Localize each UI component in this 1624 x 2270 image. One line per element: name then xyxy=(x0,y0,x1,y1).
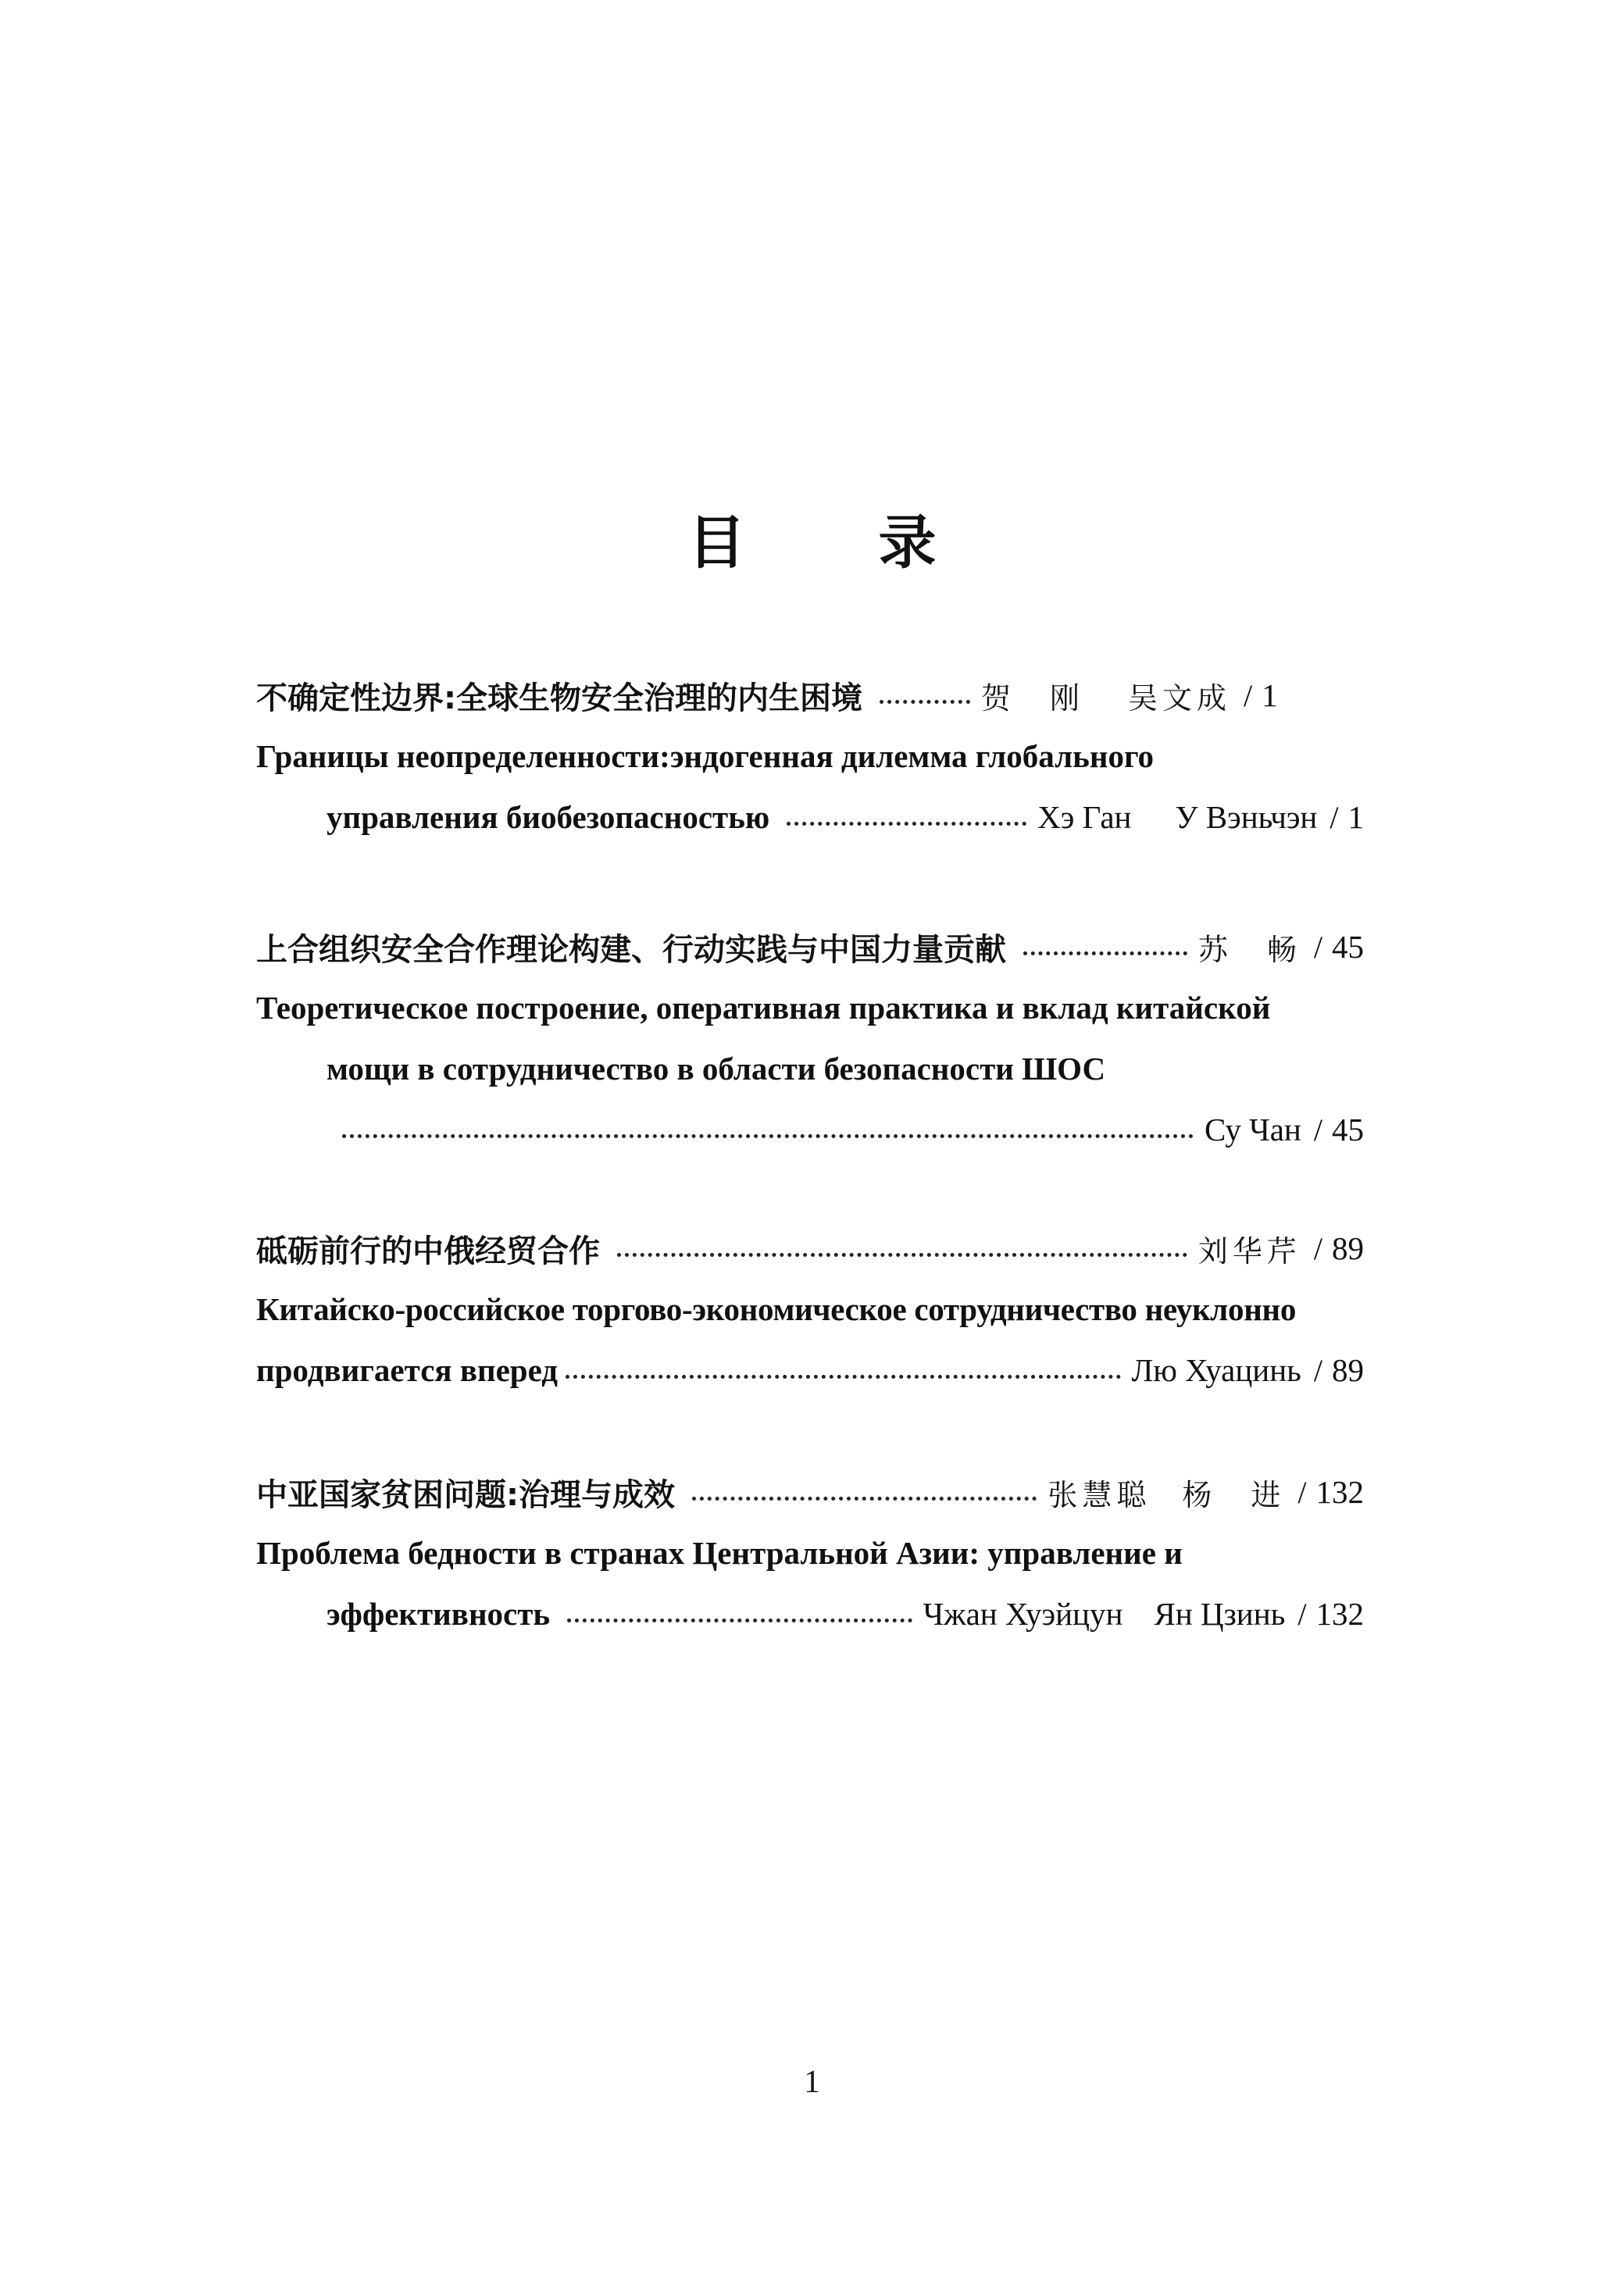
entry-author-ru: Лю Хуацинь xyxy=(1131,1352,1301,1388)
entry-author-ru: Чжан Хуэйцун xyxy=(923,1596,1123,1632)
entry-page-number: 132 xyxy=(1315,1596,1364,1632)
entry-author-zh: 杨 进 xyxy=(1182,1477,1286,1512)
entry-page-number: 132 xyxy=(1315,1474,1364,1510)
toc-entry-zh-line[interactable] xyxy=(256,922,1364,972)
entry-author-zh: 刘华芹 xyxy=(1197,1233,1301,1269)
entry-title-zh: 上合组织安全合作理论构建、行动实践与中国力量贡献 xyxy=(256,931,1006,968)
entry-title-zh: 中亚国家贫困问题:治理与成效 xyxy=(256,1476,675,1513)
entry-author-zh: 吴文成 xyxy=(1128,680,1232,716)
separator-slash: / xyxy=(1313,929,1322,965)
separator-slash: / xyxy=(1313,1230,1322,1266)
toc-entry-ru-line-1[interactable] xyxy=(256,983,1364,1033)
separator-slash: / xyxy=(1313,1112,1322,1147)
page-title xyxy=(0,508,1624,578)
dot-leader xyxy=(787,821,1026,826)
entry-author-zh: 苏 畅 xyxy=(1197,932,1301,967)
toc-entry-ru-line-2[interactable] xyxy=(327,1589,1364,1639)
toc-entry-ru-line-1[interactable] xyxy=(256,1528,1364,1578)
entry-title-ru-line-1: Проблема бедности в странах Центральной Азии: управление и xyxy=(256,1535,1183,1571)
entry-page-number: 45 xyxy=(1332,1112,1364,1147)
entry-author-ru: Ян Цзинь xyxy=(1154,1596,1286,1632)
separator-slash: / xyxy=(1297,1596,1307,1632)
toc-entry-ru-line-2[interactable] xyxy=(327,1044,1364,1094)
entry-title-ru-line-2: продвигается вперед xyxy=(256,1352,558,1388)
separator-slash: / xyxy=(1313,1352,1322,1388)
entry-page-number: 1 xyxy=(1262,677,1278,713)
entry-author-ru: Су Чан xyxy=(1205,1112,1301,1147)
entry-title-ru-line-1: Границы неопределенности:эндогенная дилемма глобального xyxy=(256,738,1155,774)
entry-title-ru-line-2: мощи в сотрудничество в области безопасности ШОС xyxy=(327,1051,1106,1087)
dot-leader xyxy=(692,1496,1037,1501)
entry-title-ru-line-2: управления биобезопасностью xyxy=(327,799,770,835)
toc-entry-ru-line-1[interactable] xyxy=(256,731,1364,781)
dot-leader xyxy=(1023,951,1187,955)
toc-entry-zh-line[interactable] xyxy=(256,1223,1364,1273)
toc-entry-zh-line[interactable] xyxy=(256,1467,1364,1517)
separator-slash: / xyxy=(1244,677,1253,713)
entry-page-number: 89 xyxy=(1332,1352,1364,1388)
page-folio: 1 xyxy=(804,2063,820,2099)
entry-page-number: 89 xyxy=(1332,1230,1364,1266)
title-char-2: 录 xyxy=(878,509,937,576)
entry-title-ru-line-1: Теоретическое построение, оперативная практика и вклад китайской xyxy=(256,990,1271,1026)
toc-entry-ru-line-1[interactable] xyxy=(256,1284,1364,1334)
separator-slash: / xyxy=(1330,799,1339,835)
dot-leader xyxy=(566,1374,1121,1379)
dot-leader xyxy=(617,1252,1187,1257)
separator-slash: / xyxy=(1297,1474,1307,1510)
entry-title-zh: 不确定性边界:全球生物安全治理的内生困境 xyxy=(256,680,862,716)
entry-page-number: 1 xyxy=(1347,799,1364,835)
toc-entry-ru-line-2[interactable] xyxy=(256,1345,1364,1395)
dot-leader xyxy=(342,1133,1194,1138)
entry-page-number: 45 xyxy=(1332,929,1364,965)
entry-title-zh: 砥砺前行的中俄经贸合作 xyxy=(256,1233,600,1269)
dot-leader xyxy=(880,699,970,704)
dot-leader xyxy=(567,1618,912,1622)
entry-author-ru: У Вэньчэн xyxy=(1175,799,1318,835)
entry-author-ru: Хэ Ган xyxy=(1037,799,1132,835)
entry-author-zh: 贺 刚 xyxy=(981,680,1085,716)
entry-title-ru-line-1: Китайско-российское торгово-экономическое сотрудничество неуклонно xyxy=(256,1291,1297,1327)
entry-title-ru-line-2: эффективность xyxy=(327,1596,551,1632)
toc-entry-ru-line-2[interactable] xyxy=(327,792,1364,842)
entry-author-zh: 张慧聪 xyxy=(1048,1477,1151,1512)
title-char-1: 目 xyxy=(687,509,746,576)
toc-entry-zh-line[interactable] xyxy=(256,670,1364,720)
toc-entry-ru-line-3[interactable] xyxy=(342,1105,1364,1155)
